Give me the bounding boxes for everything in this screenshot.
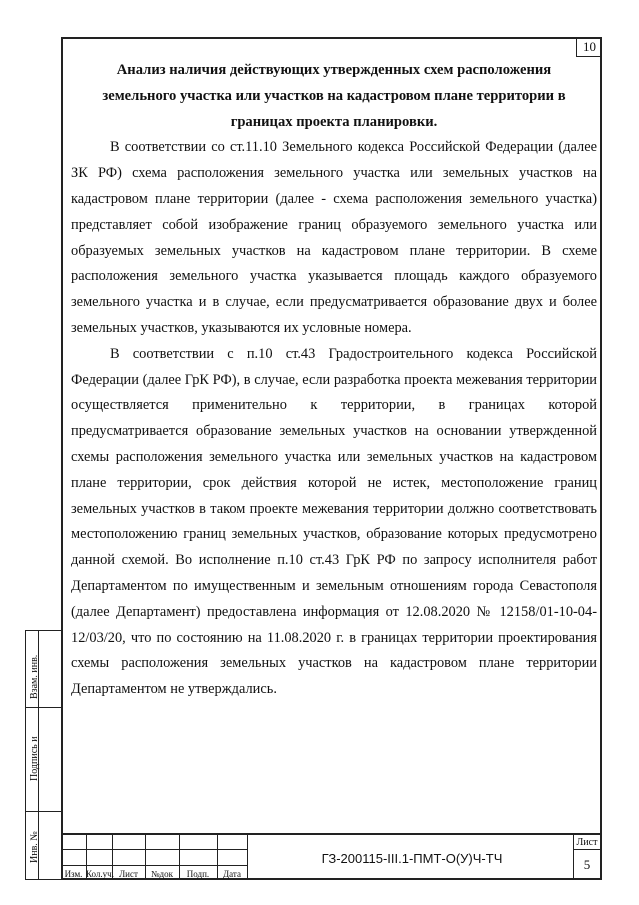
title-block xyxy=(61,833,602,880)
stamp-header-list: Лист xyxy=(119,869,138,879)
side-label-podpis: Подпись и xyxy=(29,736,40,781)
document-body xyxy=(71,58,597,703)
side-label-vzam: Взам. инв. xyxy=(29,654,40,699)
paragraph-1: В соответствии со ст.11.10 Земельного кодекса Российской Федерации (далее ЗК РФ) схема расположения земельного участка или земельных участков на кадастровом плане территории (далее - схема расположения земельного участка) представляет собой изображение границ образуемого земельного участка или образуемых земельных участков на кадастровом плане территории. В схеме расположения земельного участка указывается площадь каждого образуемого земельного участка и в случае, если предусматривается образование двух и более земельных участков, указываются их условные номера. xyxy=(71,139,597,336)
stamp-header-data: Дата xyxy=(223,869,241,879)
paragraph-2: В соответствии с п.10 ст.43 Градостроительного кодекса Российской Федерации (далее ГрК РФ), в случае, если разработка проекта межевания территории осуществляется применительно к территории, в границах которой предусматривается образование земельных участков на основании утвержденной схемы расположения земельного участка или земельных участков на кадастровом плане территории, срок действия которой не истек, местоположение границ земельных участков в таком проекте межевания территории должно соответствовать местоположению границ земельных участков, образование которых предусмотрено данной схемой. Во исполнение п.10 ст.43 ГрК РФ по запросу исполнителя работ Департаментом по имущественным и земельным отношениям города Севастополя (далее Департамент) предоставлена информация от 12.08.2020 № 12158/01-10-04-12/03/20, что по состоянию на 11.08.2020 г. в границах территории проектирования схемы расположения земельных участков на кадастровом плане территории Департаментом не утверждались. xyxy=(71,345,597,698)
sheet-number: 10 xyxy=(576,37,602,57)
side-label-inv: Инв. № xyxy=(29,831,40,863)
stamp-header-izm: Изм. xyxy=(64,869,83,879)
list-label: Лист xyxy=(576,837,598,848)
side-approval-strip xyxy=(25,630,61,880)
stamp-header-podp: Подп. xyxy=(186,869,210,879)
section-heading: Анализ наличия действующих утвержденных схем расположения земельного участка или участков на кадастровом плане территории в границах проекта планировки. xyxy=(102,62,566,130)
document-code: ГЗ-200115-III.1-ПМТ-О(У)Ч-ТЧ xyxy=(321,851,503,866)
list-number: 5 xyxy=(583,857,591,872)
stamp-header-ndok: №док xyxy=(150,869,174,879)
stamp-header-kolvo: Кол.уч. xyxy=(86,869,114,879)
